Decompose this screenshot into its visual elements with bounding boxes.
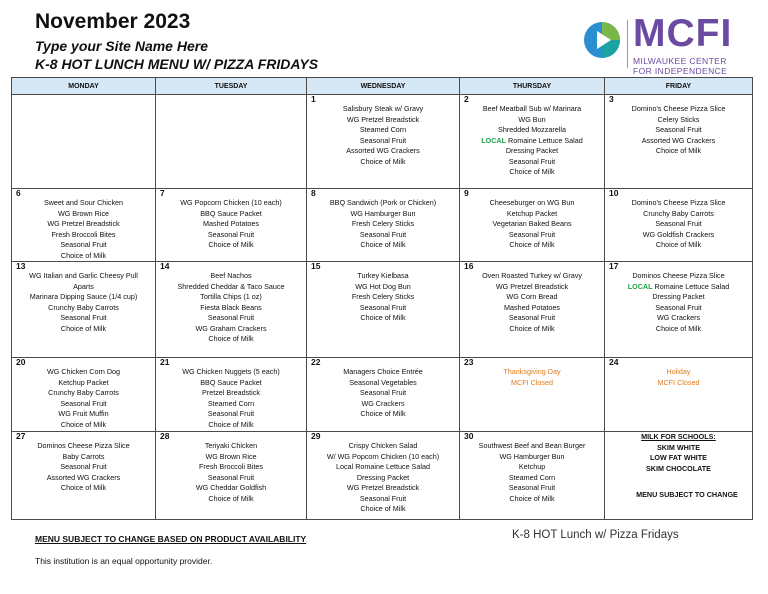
menu-item: WG Cheddar Goldfish [195,483,267,492]
menu-item: Mashed Potatoes [504,302,560,312]
menu-item: Holiday [666,367,691,376]
page-title: November 2023 [35,10,191,33]
footer-equal-opportunity: This institution is an equal opportunity provider. [35,556,213,566]
menu-item: Teriyaki Chicken [204,441,258,450]
menu-item: Choice of Milk [509,167,555,176]
menu-item: Seasonal Fruit [359,229,407,239]
logo-divider [627,20,628,68]
menu-item: Aparts [73,281,94,291]
menu-item: WG Pretzel Breadstick [346,483,420,492]
day-number: 8 [311,188,316,198]
day-cell [605,262,753,358]
menu-item: Managers Choice Entrée [343,367,423,376]
menu-item: Choice of Milk [208,419,254,429]
day-cell [460,95,605,189]
day-number: 1 [311,94,316,104]
menu-item: Local Romaine Lettuce Salad [336,462,430,471]
day-header-monday: MONDAY [12,78,156,95]
menu-item: Seasonal Fruit [207,409,255,418]
day-number: 23 [464,357,474,367]
day-number: 17 [609,261,619,271]
menu-item: Dressing Packet [652,292,705,301]
day-number: 6 [16,188,21,198]
logo-name: MCFI [633,12,733,55]
day-cell [307,189,460,262]
menu-item: Fresh Celery Sticks [351,292,415,301]
menu-title: K-8 HOT LUNCH MENU W/ PIZZA FRIDAYS [35,56,319,72]
day-cell [156,358,307,432]
menu-item: Turkey Kielbasa [357,271,409,280]
menu-item: Domino's Cheese Pizza Slice [631,104,726,113]
menu-item: Choice of Milk [208,493,254,503]
menu-item: Beef Meatball Sub w/ Marinara [482,104,582,113]
menu-item: WG Goldfish Crackers [642,229,715,239]
day-number [13,95,154,104]
day-number: 29 [311,431,321,441]
menu-item: Ketchup Packet [506,208,558,218]
menu-item: MCFI Closed [511,377,553,387]
menu-item: Ketchup [518,462,546,471]
milk-heading: MILK FOR SCHOOLS: [641,432,716,441]
mcfi-play-icon [583,21,621,59]
day-number: 3 [609,94,614,104]
menu-item: WG Italian and Garlic Cheesy Pull [29,271,138,280]
milk-option: SKIM CHOCOLATE [646,463,711,473]
menu-item: Oven Roasted Turkey w/ Gravy [482,271,582,280]
menu-item: Pretzel Breadstick [202,388,260,397]
menu-item: Seasonal Fruit [655,125,702,134]
day-cell [307,358,460,432]
menu-item: Steamed Corn [207,398,255,408]
menu-item: Choice of Milk [655,240,702,249]
day-cell [605,189,753,262]
menu-item: BBQ Sandwich (Pork or Chicken) [329,198,437,207]
day-number: 15 [311,261,321,271]
logo-line2: FOR INDEPENDENCE [633,66,728,76]
day-cell [307,432,460,520]
menu-item: Salisbury Steak w/ Gravy [342,104,424,113]
menu-calendar [11,77,753,520]
day-number: 7 [160,188,165,198]
menu-item: Choice of Milk [655,146,702,155]
day-header-friday: FRIDAY [605,78,753,95]
menu-item: BBQ Sauce Packet [200,208,262,218]
menu-item: WG Graham Crackers [195,323,267,333]
day-cell [460,432,605,520]
day-cell [460,358,605,432]
menu-item: WG Fruit Muffin [58,409,109,418]
menu-item: Seasonal Fruit [359,388,407,397]
menu-item: Choice of Milk [360,240,406,249]
menu-item: Shredded Cheddar & Taco Sauce [177,281,285,291]
menu-item: WG Hamburger Bun [350,208,416,218]
menu-item: Seasonal Fruit [60,240,107,249]
menu-item: Dressing Packet [356,472,410,482]
menu-item: BBQ Sauce Packet [200,377,262,387]
day-cell [12,358,156,432]
menu-item: Seasonal Fruit [60,462,107,471]
menu-item: Seasonal Fruit [359,302,407,312]
day-cell [605,95,753,189]
week-row [12,358,753,432]
day-header-tuesday: TUESDAY [156,78,307,95]
menu-item: Seasonal Fruit [508,483,556,492]
menu-item: Baby Carrots [62,451,105,461]
menu-item: Choice of Milk [60,419,107,429]
day-header-row [12,78,753,95]
menu-item: Fresh Celery Sticks [351,219,415,228]
milk-option: LOW FAT WHITE [650,453,707,462]
local-tag: LOCAL [481,135,507,145]
day-number: 13 [16,261,26,271]
menu-item: WG Pretzel Breadstick [346,114,420,124]
menu-item: LOCAL Romaine Lettuce Salad [481,135,583,145]
day-number: 14 [160,261,170,271]
menu-item: Dominos Cheese Pizza Slice [37,441,130,450]
menu-item: WG Chicken Nuggets (5 each) [182,367,280,376]
menu-item: Choice of Milk [360,156,406,166]
menu-item: Crunchy Baby Carrots [48,388,119,397]
menu-item: Choice of Milk [360,409,406,418]
day-number: 10 [609,188,619,198]
day-cell [156,432,307,520]
menu-item: Assorted WG Crackers [46,472,121,482]
day-header-wednesday: WEDNESDAY [307,78,460,95]
milk-option: SKIM WHITE [656,442,701,452]
footer-menu-name: K-8 HOT Lunch w/ Pizza Fridays [512,529,679,541]
week-row [12,262,753,358]
day-number: 20 [16,357,26,367]
menu-item: Dominos Cheese Pizza Slice [632,271,725,280]
day-number: 9 [464,188,469,198]
day-cell [307,95,460,189]
menu-item: Seasonal Fruit [60,313,107,322]
menu-item: WG Brown Rice [205,451,257,461]
menu-item: Crunchy Baby Carrots [643,208,714,218]
menu-item: Fresh Broccoli Bites [199,462,263,471]
day-number: 22 [311,357,321,367]
menu-item: Celery Sticks [657,114,700,124]
day-cell [156,262,307,358]
menu-item: Steamed Corn [508,472,556,482]
footer-subject-notice: MENU SUBJECT TO CHANGE BASED ON PRODUCT AVAILABILITY [35,534,307,544]
menu-item: WG Brown Rice [57,208,110,218]
day-number: 28 [160,431,170,441]
menu-item: WG Bun [518,114,546,124]
menu-item: Assorted WG Crackers [346,146,420,155]
week-row [12,189,753,262]
day-number: 2 [464,94,469,104]
menu-item: Fresh Broccoli Bites [51,229,116,239]
menu-item: Domino's Cheese Pizza Slice [631,198,726,207]
menu-item: WG Popcorn Chicken (10 each) [180,198,282,207]
day-cell [156,189,307,262]
menu-item: Choice of Milk [509,240,555,249]
menu-item: Seasonal Fruit [655,302,702,312]
day-number [157,95,305,104]
menu-item: WG Pretzel Breadstick [495,281,569,291]
day-cell [605,358,753,432]
day-cell [12,95,156,189]
logo-subtitle [633,56,727,76]
menu-item: Seasonal Fruit [655,219,702,228]
menu-item: Seasonal Fruit [207,229,255,239]
menu-item: Cheeseburger on WG Bun [489,198,575,207]
day-cell [460,189,605,262]
week-row [12,432,753,520]
menu-item: WG Chicken Corn Dog [46,367,121,376]
menu-item: WG Crackers [361,398,405,408]
menu-item: Seasonal Fruit [359,135,407,145]
menu-item: Seasonal Vegetables [349,377,417,387]
day-cell [12,432,156,520]
menu-item: Ketchup Packet [58,377,109,387]
day-number: 16 [464,261,474,271]
menu-item: WG Hamburger Bun [499,451,565,461]
local-tag: LOCAL [627,281,653,291]
menu-item: Assorted WG Crackers [641,135,716,145]
menu-item: Thanksgiving Day [503,367,561,376]
menu-item: Seasonal Fruit [508,313,556,322]
day-cell [460,262,605,358]
menu-item: Seasonal Fruit [207,472,255,482]
menu-item: Choice of Milk [208,334,254,343]
week-row [12,95,753,189]
menu-item: Choice of Milk [655,323,702,333]
menu-item: WG Hot Dog Bun [355,281,411,291]
menu-item: Tortilla Chips (1 oz) [200,292,262,301]
menu-item: Seasonal Fruit [207,313,255,322]
menu-item: Crispy Chicken Salad [348,441,418,450]
day-header-thursday: THURSDAY [460,78,605,95]
menu-item: Marinara Dipping Sauce (1/4 cup) [29,292,138,301]
menu-item: Steamed Corn [359,125,407,134]
menu-item: Mashed Potatoes [203,219,259,228]
menu-subject-to-change: MENU SUBJECT TO CHANGE [636,490,738,499]
menu-item: Seasonal Fruit [359,493,407,503]
milk-info-cell [605,432,753,520]
menu-item: Fiesta Black Beans [200,302,262,312]
menu-item: WG Crackers [656,313,701,322]
menu-item: Sweet and Sour Chicken [43,198,124,207]
menu-item: Shredded Mozzarella [498,125,566,134]
menu-item: W/ WG Popcorn Chicken (10 each) [326,451,440,461]
menu-item: Choice of Milk [60,483,107,492]
menu-item: WG Corn Bread [506,292,558,301]
menu-item: Beef Nachos [210,271,252,280]
mcfi-logo [583,12,753,76]
menu-item: Vegetarian Baked Beans [492,219,572,228]
day-cell [307,262,460,358]
menu-item: Southwest Beef and Bean Burger [478,441,586,450]
menu-item: Choice of Milk [360,504,406,513]
menu-item: Choice of Milk [509,493,555,503]
menu-item: Choice of Milk [208,240,254,249]
day-cell [12,189,156,262]
menu-item: Choice of Milk [360,313,406,322]
logo-line1: MILWAUKEE CENTER [633,56,727,66]
menu-item: Seasonal Fruit [508,156,556,166]
menu-item: WG Pretzel Breadstick [47,219,120,228]
day-cell [156,95,307,189]
menu-item: Dressing Packet [505,146,559,155]
menu-item: LOCAL Romaine Lettuce Salad [627,281,730,291]
site-name: Type your Site Name Here [35,38,208,54]
day-cell [12,262,156,358]
menu-item: Seasonal Fruit [508,229,556,239]
menu-item: Crunchy Baby Carrots [48,302,119,312]
menu-item: MCFI Closed [657,377,700,387]
menu-item: Seasonal Fruit [60,398,107,408]
menu-item: Choice of Milk [60,323,107,333]
day-number: 24 [609,357,619,367]
day-number: 27 [16,431,26,441]
menu-item: Choice of Milk [509,323,555,333]
menu-item: Choice of Milk [60,250,107,260]
day-number: 30 [464,431,474,441]
day-number: 21 [160,357,170,367]
